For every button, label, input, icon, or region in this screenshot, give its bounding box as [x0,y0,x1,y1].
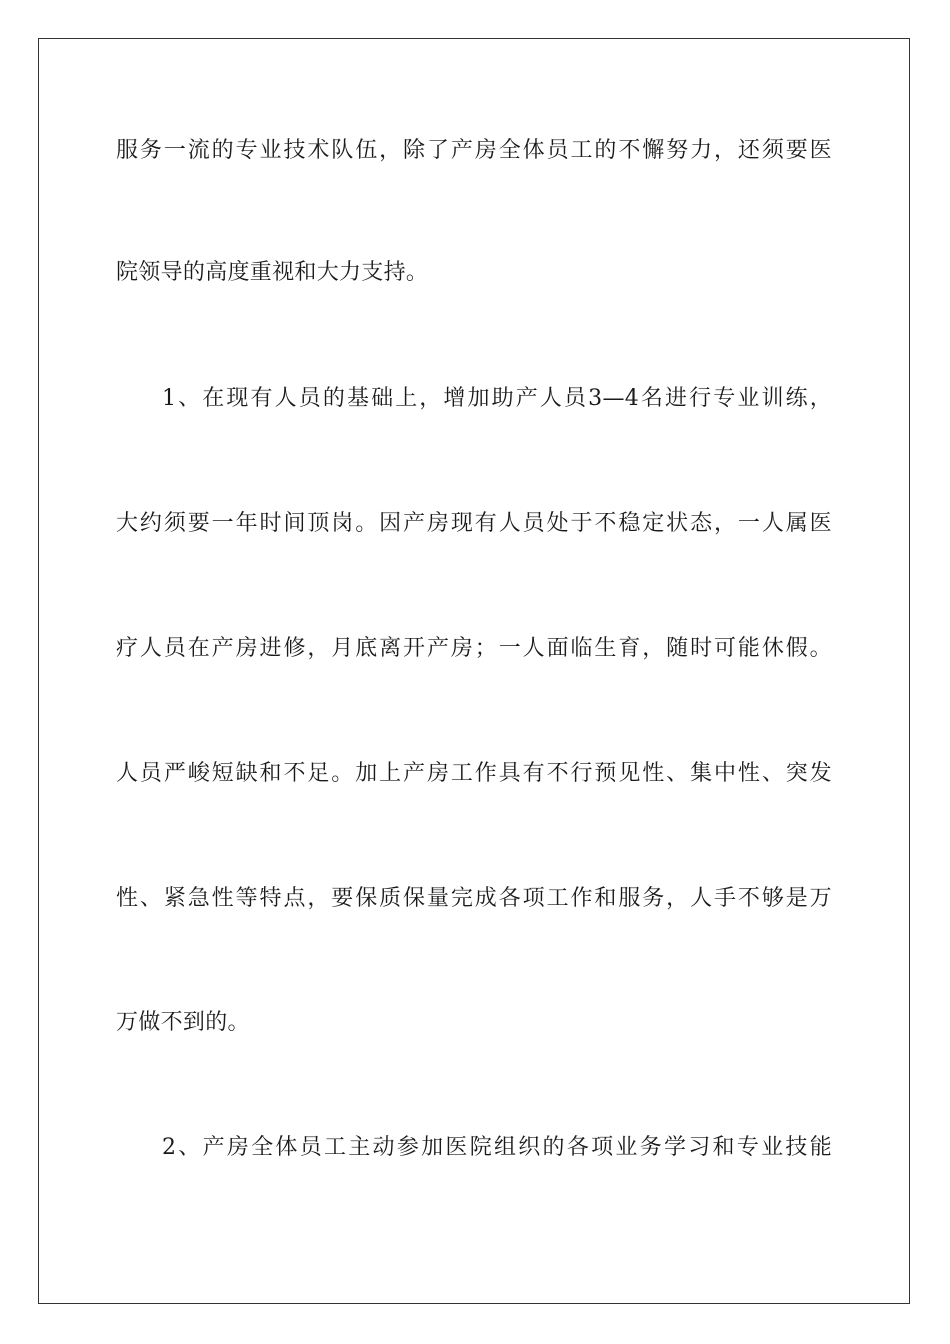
text-line-3: 1、在现有人员的基础上，增加助产人员3—4名进行专业训练， [162,386,832,411]
page-frame [38,38,910,1304]
text-line-1: 服务一流的专业技术队伍，除了产房全体员工的不懈努力，还须要医 [116,138,832,163]
text-line-5: 疗人员在产房进修，月底离开产房；一人面临生育，随时可能休假。 [116,636,832,661]
text-line-8: 万做不到的。 [116,1010,250,1035]
text-line-6: 人员严峻短缺和不足。加上产房工作具有不行预见性、集中性、突发 [116,761,832,786]
text-line-4: 大约须要一年时间顶岗。因产房现有人员处于不稳定状态，一人属医 [116,511,832,536]
text-line-7: 性、紧急性等特点，要保质保量完成各项工作和服务，人手不够是万 [116,886,832,911]
text-line-9: 2、产房全体员工主动参加医院组织的各项业务学习和专业技能 [162,1135,832,1160]
text-line-2: 院领导的高度重视和大力支持。 [116,260,429,285]
